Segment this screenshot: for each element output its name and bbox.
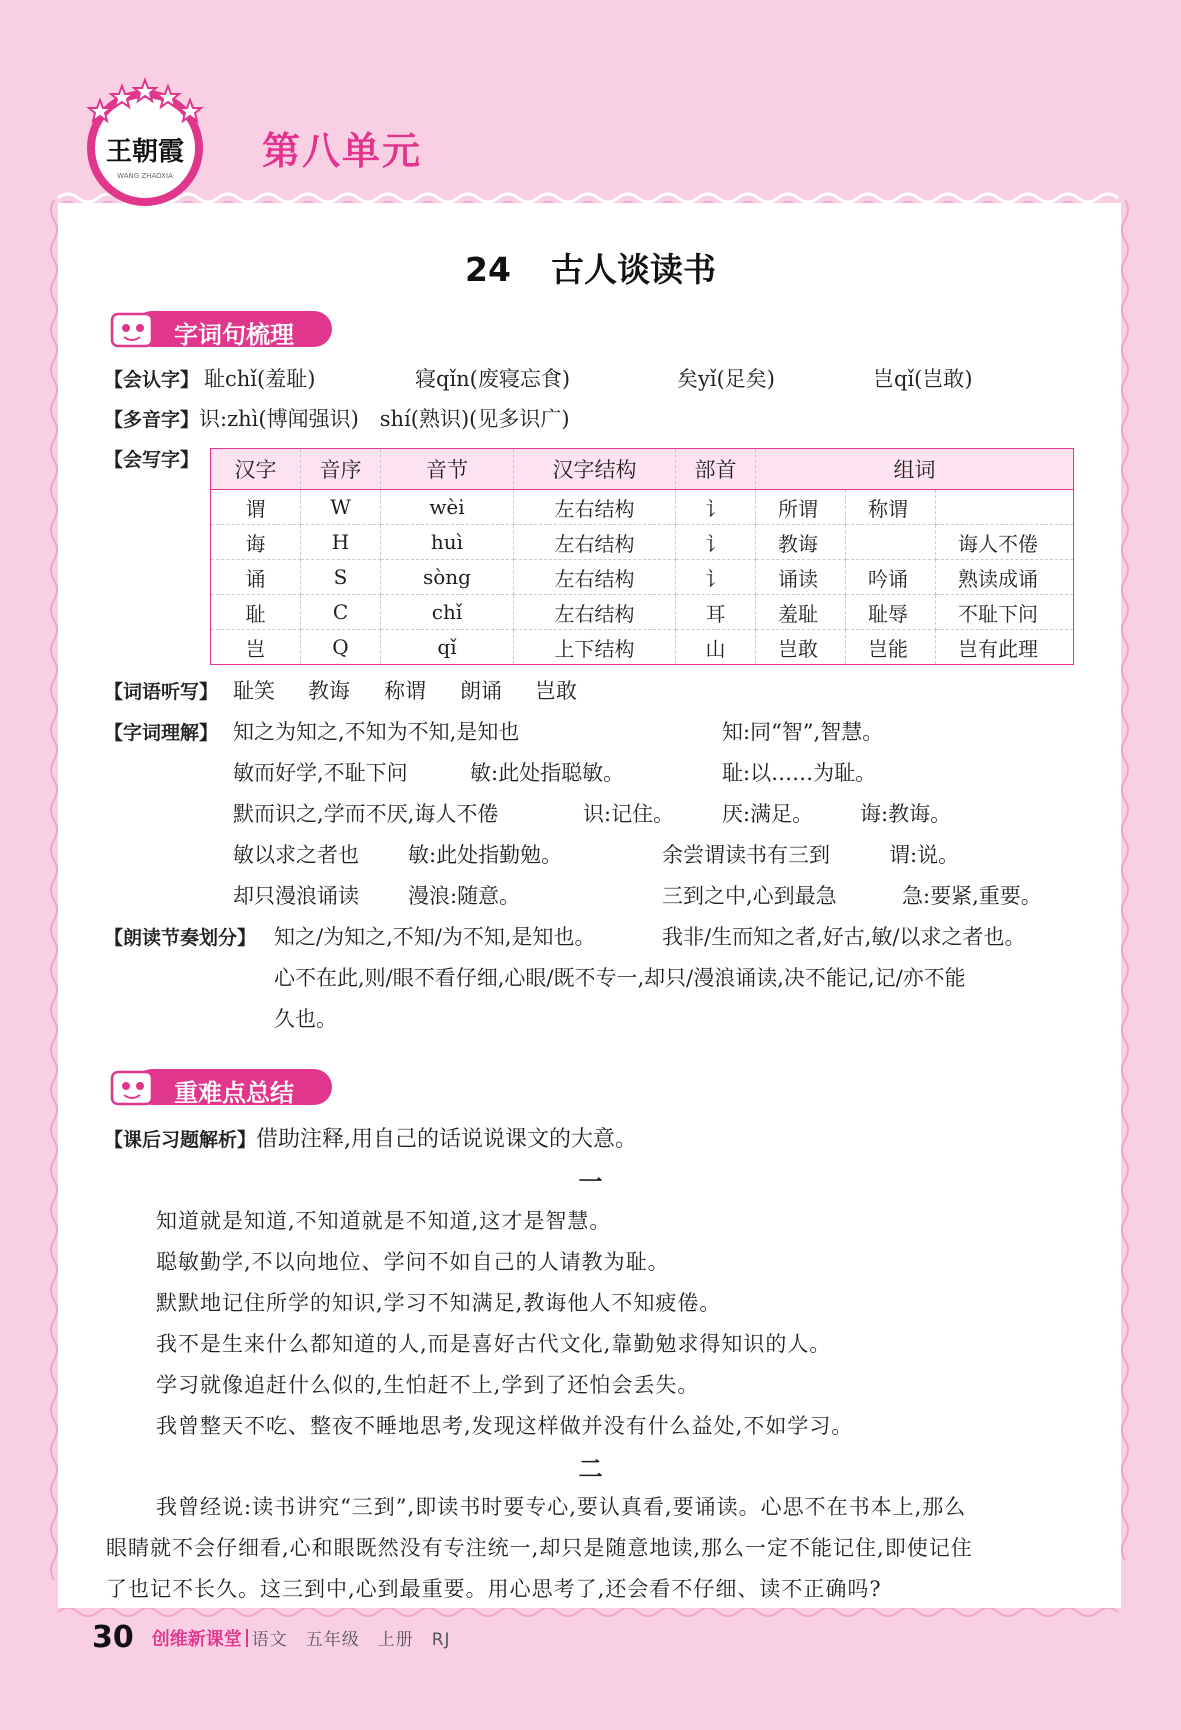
dictation-word: 称谓	[384, 679, 426, 703]
understanding-note: 识:记住。	[583, 802, 675, 826]
table-cell: 岂	[211, 630, 301, 665]
lesson-number: 24	[465, 250, 511, 289]
table-cell: wèi	[381, 490, 514, 525]
understanding-note: 谓:说。	[889, 843, 960, 867]
page-number: 30	[92, 1620, 134, 1655]
translation-line: 了也记不长久。这三到中,心到最重要。用心思考了,还会看不仔细、读不正确吗?	[106, 1577, 882, 1601]
section-heading-vocabulary	[104, 306, 334, 352]
understanding-phrase: 余尝谓读书有三到	[662, 843, 830, 867]
recognize-item: 寝qǐn(废寝忘食)	[415, 367, 571, 391]
table-header-row	[211, 449, 1074, 490]
dictation-word: 岂敢	[535, 679, 577, 703]
table-row	[211, 490, 1074, 525]
table-header: 音节	[381, 449, 514, 490]
recognize-label: 【会认字】	[104, 369, 200, 391]
understanding-phrase: 默而识之,学而不厌,诲人不倦	[233, 802, 499, 826]
table-cell: 耳	[676, 595, 756, 630]
polyphone-label: 【多音字】	[104, 409, 200, 431]
wang-zhaoxia-logo	[80, 72, 210, 212]
table-cell: C	[301, 595, 381, 630]
lesson-title	[0, 244, 1181, 291]
character-table	[210, 448, 1074, 665]
exercise-row	[104, 1124, 637, 1155]
table-cell	[936, 490, 1074, 525]
svg-text:王朝霞: 王朝霞	[105, 137, 185, 167]
polyphone-row	[104, 404, 570, 435]
understanding-label: 【字词理解】	[104, 722, 219, 744]
table-cell: Q	[301, 630, 381, 665]
table-cell: huì	[381, 525, 514, 560]
polyphone-text: 识:zhì(博闻强识) shí(熟识)(见多识广)	[199, 407, 570, 431]
translation-line: 默默地记住所学的知识,学习不知满足,教诲他人不知疲倦。	[156, 1291, 722, 1315]
table-cell: 岂能	[846, 630, 936, 665]
table-cell: 所谓	[756, 490, 846, 525]
understanding-note: 知:同“智”,智慧。	[722, 720, 884, 744]
table-row	[211, 525, 1074, 560]
table-header: 汉字结构	[514, 449, 676, 490]
understanding-phrase: 知之为知之,不知为不知,是知也	[233, 720, 520, 744]
understanding-phrase: 敏以求之者也	[233, 843, 359, 867]
table-cell: qǐ	[381, 630, 514, 665]
svg-text:WANG ZHAOXIA: WANG ZHAOXIA	[117, 172, 173, 180]
unit-title: 第八单元	[262, 129, 423, 173]
table-cell: 山	[676, 630, 756, 665]
footer-divider	[246, 1629, 248, 1647]
understanding-phrase: 敏而好学,不耻下问	[233, 761, 408, 785]
table-cell: 诲人不倦	[936, 525, 1074, 560]
recognize-row	[104, 364, 199, 395]
table-row	[211, 560, 1074, 595]
part-one-marker: 一	[578, 1167, 603, 1196]
table-cell: chǐ	[381, 595, 514, 630]
dictation-word: 朗诵	[460, 679, 502, 703]
section-heading-key-points	[104, 1064, 334, 1110]
lesson-name: 古人谈读书	[550, 250, 716, 289]
table-cell: S	[301, 560, 381, 595]
table-cell: 羞耻	[756, 595, 846, 630]
understanding-row	[104, 717, 218, 748]
write-label: 【会写字】	[104, 449, 200, 471]
table-cell: 称谓	[846, 490, 936, 525]
table-cell: 讠	[676, 525, 756, 560]
table-header: 汉字	[211, 449, 301, 490]
table-header: 组词	[756, 449, 1074, 490]
rhythm-line: 我非/生而知之者,好古,敏/以求之者也。	[662, 925, 1026, 949]
translation-line: 我不是生来什么都知道的人,而是喜好古代文化,靠勤勉求得知识的人。	[156, 1332, 832, 1356]
table-cell: 岂有此理	[936, 630, 1074, 665]
part-two-marker: 二	[578, 1454, 603, 1483]
table-cell: 吟诵	[846, 560, 936, 595]
rhythm-line: 知之/为知之,不知/为不知,是知也。	[274, 925, 596, 949]
brand-name: 创维新课堂	[151, 1628, 242, 1650]
recognize-item: 耻chǐ(羞耻)	[204, 367, 316, 391]
rhythm-label: 【朗读节奏划分】	[104, 927, 257, 949]
table-row	[211, 595, 1074, 630]
table-cell: 谓	[211, 490, 301, 525]
write-row	[104, 444, 199, 475]
table-cell: W	[301, 490, 381, 525]
exercise-prompt: 借助注释,用自己的话说说课文的大意。	[256, 1127, 638, 1152]
table-cell: 左右结构	[514, 560, 676, 595]
understanding-phrase: 三到之中,心到最急	[662, 884, 837, 908]
rhythm-line: 心不在此,则/眼不看仔细,心眼/既不专一,却只/漫浪诵读,决不能记,记/亦不能	[274, 966, 966, 990]
table-cell	[846, 525, 936, 560]
understanding-note: 漫浪:随意。	[408, 884, 521, 908]
table-cell: 讠	[676, 560, 756, 595]
table-cell: 耻辱	[846, 595, 936, 630]
translation-line: 聪敏勤学,不以向地位、学问不如自己的人请教为耻。	[156, 1250, 670, 1274]
exercise-label: 【课后习题解析】	[104, 1129, 257, 1151]
dictation-row	[104, 676, 218, 707]
understanding-note: 厌:满足。	[722, 802, 814, 826]
table-cell: 耻	[211, 595, 301, 630]
dictation-word: 教诲	[308, 679, 350, 703]
table-cell: 教诲	[756, 525, 846, 560]
section-title: 字词句梳理	[174, 321, 294, 349]
table-cell: 讠	[676, 490, 756, 525]
translation-line: 知道就是知道,不知道就是不知道,这才是智慧。	[156, 1209, 612, 1233]
understanding-note: 敏:此处指勤勉。	[408, 843, 563, 867]
section-title: 重难点总结	[174, 1079, 294, 1107]
recognize-item: 矣yǐ(足矣)	[677, 367, 775, 391]
understanding-note: 耻:以……为耻。	[722, 761, 877, 785]
rhythm-row	[104, 922, 256, 953]
page-footer	[92, 1620, 451, 1656]
book-meta: 语文 五年级 上册 RJ	[251, 1630, 451, 1650]
dictation-word: 耻笑	[233, 679, 275, 703]
table-row	[211, 630, 1074, 665]
translation-line: 学习就像追赶什么似的,生怕赶不上,学到了还怕会丢失。	[156, 1373, 700, 1397]
table-header: 部首	[676, 449, 756, 490]
translation-line: 我曾整天不吃、整夜不睡地思考,发现这样做并没有什么益处,不如学习。	[156, 1414, 854, 1438]
table-cell: 左右结构	[514, 595, 676, 630]
book-mascot-icon	[104, 1064, 164, 1110]
understanding-phrase: 却只漫浪诵读	[233, 884, 359, 908]
table-header: 音序	[301, 449, 381, 490]
table-cell: 诵读	[756, 560, 846, 595]
table-cell: sòng	[381, 560, 514, 595]
understanding-note: 诲:教诲。	[860, 802, 952, 826]
understanding-note: 急:要紧,重要。	[902, 884, 1042, 908]
table-cell: 岂敢	[756, 630, 846, 665]
translation-line: 我曾经说:读书讲究“三到”,即读书时要专心,要认真看,要诵读。心思不在书本上,那么	[156, 1495, 967, 1519]
dictation-label: 【词语听写】	[104, 681, 219, 703]
table-cell: H	[301, 525, 381, 560]
table-cell: 诵	[211, 560, 301, 595]
recognize-item: 岂qǐ(岂敢)	[873, 367, 973, 391]
table-cell: 左右结构	[514, 525, 676, 560]
table-cell: 左右结构	[514, 490, 676, 525]
table-cell: 不耻下问	[936, 595, 1074, 630]
book-mascot-icon	[104, 306, 164, 352]
understanding-note: 敏:此处指聪敏。	[470, 761, 625, 785]
translation-line: 眼睛就不会仔细看,心和眼既然没有专注统一,却只是随意地读,那么一定不能记住,即使记住	[106, 1536, 973, 1560]
rhythm-line: 久也。	[274, 1007, 337, 1031]
table-cell: 诲	[211, 525, 301, 560]
table-cell: 上下结构	[514, 630, 676, 665]
table-cell: 熟读成诵	[936, 560, 1074, 595]
